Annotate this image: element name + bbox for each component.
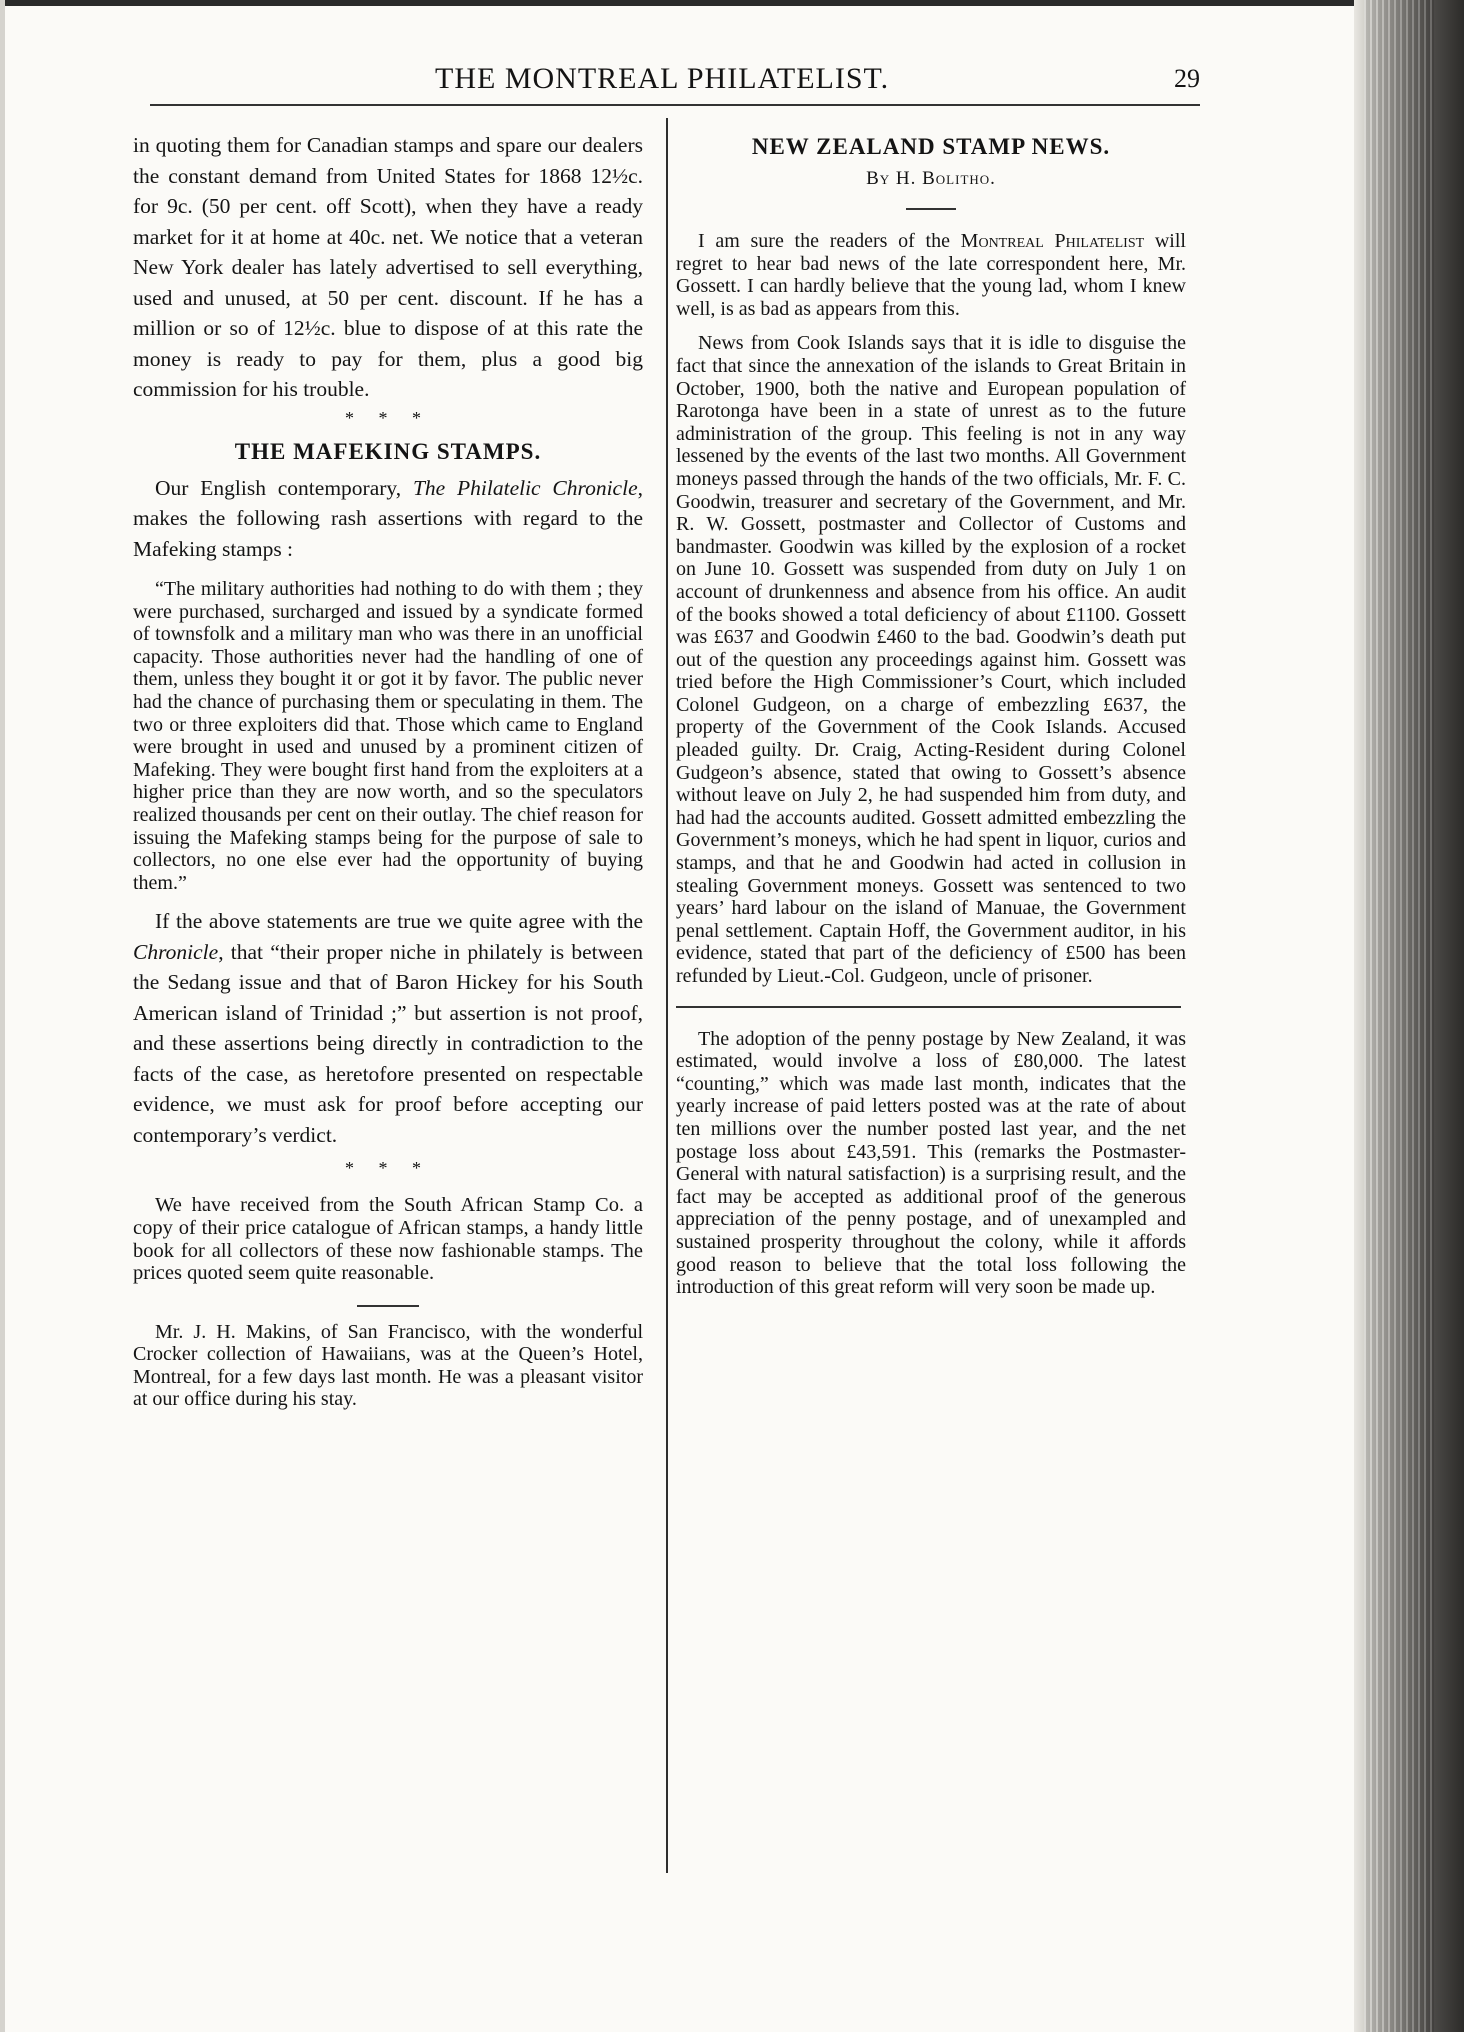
page-number: 29 [1174,64,1200,93]
mafeking-quote: “The military authorities had nothing to do with them ; they were purchased, surcharged and issued by a syndicate formed of townsfolk and a military man who was there in an unofficial capacity. Those authorities never had the handling of one of them, unless they bought it or got it by favor. The public never had the chance of purchasing them or speculating in them. The two or three exploiters did that. Those which came to England were brought in used and unused by a prominent citizen of Mafeking. They were bought first hand from the exploiters at a higher price than they are now worth, and so the speculators realized thousands per cent on their outlay. The chief reason for issuing the Mafeking stamps being for the purpose of sale to collectors, no one else ever had the opportunity of buying them.” [133,578,643,894]
book-page-edge-lines [1364,0,1434,2032]
journal-title: The Philatelic Chronicle [412,475,638,500]
nz-paragraph-2: News from Cook Islands says that it is idle to disguise the fact that since the annexation of the islands to Great Britain in October, 1900, both the native and European population of Rarotonga have been in a state of unrest as to the future administration of the group. This feeling is not in any way lessened by the events of the last two months. All Government moneys passed through the hands of the two officials, Mr. F. C. Goodwin, treasurer and secretary of the Government, and Mr. R. W. Gossett, postmaster and Collector of Customs and bandmaster. Goodwin was killed by the explosion of a rocket on June 10. Gossett was suspended from duty on July 1 on account of drunkenness and absence from his office. An audit of the books showed a total deficiency of about £1100. Gossett was £637 and Goodwin £460 to the bad. Goodwin’s death put out of the question any proceedings against him. Gossett was tried before the High Commissioner’s Court, which included Colonel Gudgeon, on a charge of embezzling £637, the property of the Government of the Cook Islands. Accused pleaded guilty. Dr. Craig, Acting-Resident during Colonel Gudgeon’s absence, stated that owing to Gossett’s absence without leave on July 2, he had suspended him from duty, and had had the accounts audited. Gossett admitted embezzling the Government’s moneys, which he had spent in liquor, curios and stamps, and that he and Goodwin had acted in collusion in stealing Government moneys. Gossett was sentenced to two years’ hard labour on the island of Manuae, the Government penal settlement. Captain Hoff, the Government auditor, in his evidence, stated that part of the deficiency of £500 has been refunded by Lieut.-Col. Gudgeon, uncle of prisoner. [676,332,1186,987]
section-rule [676,1006,1181,1008]
chronicle-title: Chronicle [133,939,219,964]
right-column [676,124,1186,1299]
intro-paragraph: in quoting them for Canadian stamps and spare our dealers the constant demand from United States for 1868 12½c. for 9c. (50 per cent. off Scott), when they have a ready market for it at home at 40c. net. We notice that a veteran New York dealer has lately advertised to sell everything, used and unused, at 50 per cent. discount. If he has a million or so of 12½c. blue to dispose of at this rate the money is ready to pay for them, plus a good big commission for his trouble. [133,133,643,401]
section-separator: * * * [345,407,431,428]
byline: By H. Bolitho. [866,168,996,189]
catalogue-notice: We have received from the South African Stamp Co. a copy of their price catalogue of African stamps, a handy little book for all collectors of these now fashionable stamps. The prices quoted seem quite reasonable. [133,1194,643,1285]
mafeking-heading: THE MAFEKING STAMPS. [234,438,542,464]
short-rule [357,1305,419,1307]
header-rule [150,104,1200,106]
running-header [150,62,1200,106]
nz-heading: NEW ZEALAND STAMP NEWS. [751,134,1111,159]
scan-top-edge [0,0,1464,6]
column-divider [666,118,668,1873]
journal-name: Montreal Philatelist [960,230,1145,252]
mafeking-reply: If the above statements are true we quite agree with the Chronicle, that “their proper niche in philately is between the Sedang issue and that of Baron Hickey for his South American island of Trinidad ;” but assertion is not proof, and these assertions being directly in contradiction to the facts of the case, as heretofore presented on respectable evidence, we must ask for proof before accepting our contemporary’s verdict. [133,909,643,1147]
short-rule [906,208,956,210]
nz-paragraph-1: I am sure the readers of the Montreal Philatelist will regret to hear bad news of the late correspondent here, Mr. Gossett. I can hardly believe that the young lad, whom I knew well, is as bad as appears from this. [676,230,1186,320]
scan-left-edge [0,0,5,2032]
nz-paragraph-3: The adoption of the penny postage by New Zealand, it was estimated, would involve a loss of £80,000. The latest “counting,” which was made last month, indicates that the yearly increase of paid letters posted was at the rate of about ten millions over the number posted last year, and the net postage loss about £43,591. This (remarks the Postmaster-General with natural satisfaction) is a surprising result, and the fact may be accepted as additional proof of the generous appreciation of the penny postage, and of unexampled and sustained prosperity throughout the colony, while it affords good reason to believe that the total loss following the introduction of this great reform will very soon be made up. [676,1027,1186,1299]
mafeking-intro: Our English contemporary, The Philatelic Chronicle, makes the following rash assertions with regard to the Mafeking stamps : [133,475,643,561]
left-column [133,124,643,1411]
running-title: THE MONTREAL PHILATELIST. [435,62,890,95]
section-separator: * * * [345,1158,431,1179]
makins-notice: Mr. J. H. Makins, of San Francisco, with the wonderful Crocker collection of Hawaiians, was at the Queen’s Hotel, Montreal, for a few days last month. He was a pleasant visitor at our office during his stay. [133,1320,643,1411]
